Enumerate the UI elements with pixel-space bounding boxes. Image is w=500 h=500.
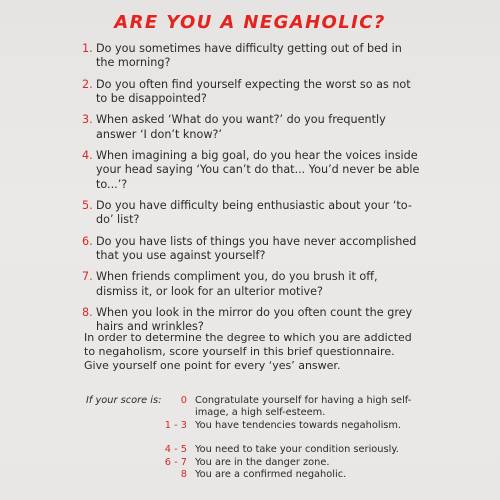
score-range: 4 - 5 bbox=[164, 444, 187, 455]
question-number: 8. bbox=[82, 306, 93, 320]
score-description: You are a confirmed negaholic. bbox=[195, 469, 347, 480]
question-number: 6. bbox=[82, 234, 93, 248]
question-text: When asked ‘What do you want?’ do you frequently answer ‘I don’t know?’ bbox=[96, 113, 386, 141]
score-row bbox=[150, 420, 430, 432]
score-description: Congratulate yourself for having a high self-image, a high self-esteem. bbox=[195, 395, 412, 418]
score-range: 8 bbox=[180, 469, 187, 480]
page-title: ARE YOU A NEGAHOLIC? bbox=[114, 12, 386, 33]
question-item bbox=[82, 113, 422, 141]
score-range: 6 - 7 bbox=[164, 457, 187, 468]
question-item bbox=[82, 199, 422, 227]
score-description: You need to take your condition seriously. bbox=[195, 444, 399, 455]
question-number: 7. bbox=[82, 270, 93, 284]
score-range: 1 - 3 bbox=[164, 420, 187, 431]
score-row bbox=[150, 457, 430, 469]
question-item bbox=[82, 78, 422, 106]
question-text: Do you have difficulty being enthusiastic about your ‘to-do’ list? bbox=[96, 199, 412, 227]
question-text: When friends compliment you, do you brush it off, dismiss it, or look for an ulterior motive? bbox=[96, 270, 378, 298]
question-number: 3. bbox=[82, 113, 93, 127]
question-number: 4. bbox=[82, 149, 93, 163]
score-range: 0 bbox=[180, 395, 187, 406]
question-item bbox=[82, 42, 422, 70]
score-row bbox=[150, 444, 430, 456]
question-number: 2. bbox=[82, 77, 93, 91]
question-list bbox=[82, 42, 422, 342]
question-text: Do you often find yourself expecting the worst so as not to be disappointed? bbox=[96, 77, 411, 105]
intro-paragraph: In order to determine the degree to which you are addicted to negaholism, score yourself in this brief questionnaire. Give yourself one point for every ‘yes’ answer. bbox=[84, 331, 412, 373]
question-number: 1. bbox=[82, 42, 93, 55]
question-text: When you look in the mirror do you often count the grey hairs and wrinkles? bbox=[96, 306, 413, 334]
question-item bbox=[82, 149, 422, 192]
question-item bbox=[82, 270, 422, 298]
question-text: Do you sometimes have difficulty getting out of bed in the morning? bbox=[96, 42, 402, 70]
score-row bbox=[150, 395, 430, 419]
score-label: If your score is: bbox=[86, 395, 162, 406]
score-description: You are in the danger zone. bbox=[195, 457, 330, 468]
score-description: You have tendencies towards negaholism. bbox=[195, 420, 402, 431]
question-text: When imagining a big goal, do you hear the voices inside your head saying ‘You can’t do that... You’d never be able to...’? bbox=[96, 149, 420, 191]
question-number: 5. bbox=[82, 199, 93, 213]
question-text: Do you have lists of things you have never accomplished that you use against yourself? bbox=[96, 234, 417, 262]
question-item bbox=[82, 235, 422, 263]
score-row bbox=[150, 469, 430, 481]
